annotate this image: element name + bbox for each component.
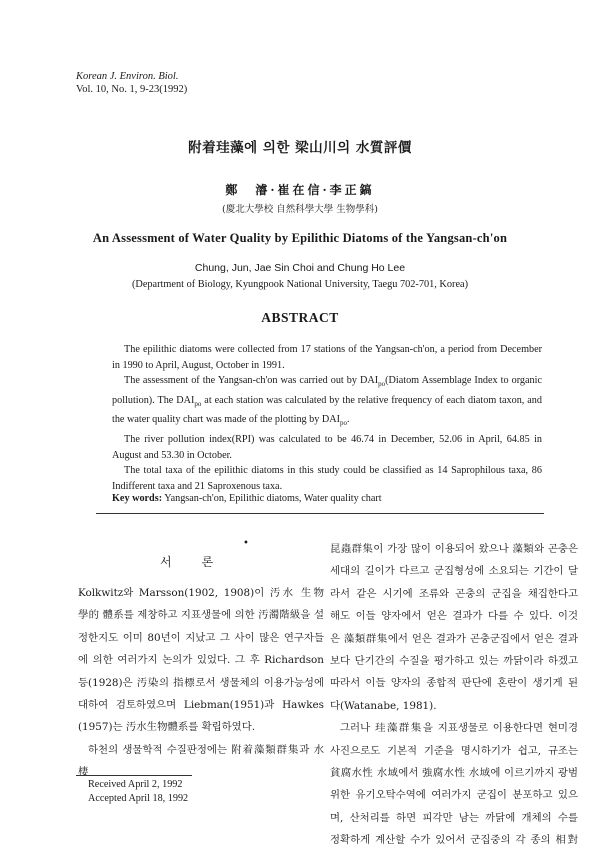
authors-korean: 鄭 濬·崔在信·李正鎬 — [225, 183, 375, 197]
text-line: 며, 산처리를 하면 피각만 남는 까닭에 개체의 수를 — [330, 811, 578, 824]
keywords-value: Yangsan-ch'on, Epilithic diatoms, Water quality chart — [164, 493, 382, 504]
journal-header — [76, 70, 187, 96]
text-line: 등(1928)은 汚染의 指標로서 생물체의 이용가능성에 — [78, 676, 324, 689]
section-heading-introduction: 서론 — [160, 555, 244, 569]
abstract-paragraph-1: The epilithic diatoms were collected from 17 stations of the Yangsan-ch'on, a period from December in 1990 to April, August, October in 1991. — [112, 344, 542, 371]
text-line: 다(Watanabe, 1981). — [330, 699, 437, 712]
text-line: Kolkwitz와 Marsson(1902, 1908)이 汚水 生物 — [78, 587, 324, 599]
abstract-paragraph-4: The total taxa of the epilithic diatoms in this study could be classified as 14 Saprophilous taxa, 86 Indifferent taxa and 21 Saproxenous taxa. — [112, 465, 542, 492]
title-english: An Assessment of Water Quality by Epilithic Diatoms of the Yangsan-ch'on — [92, 231, 508, 245]
affiliation-korean: (慶北大學校 自然科學大學 生物學科) — [222, 204, 378, 215]
text-line: 정확하게 계산할 수가 있어서 군집중의 각 종의 相對 — [330, 834, 578, 847]
affiliation-english: (Department of Biology, Kyungpook National University, Taegu 702-701, Korea) — [131, 279, 469, 290]
text-line: 그러나 珪藻群集을 지표생물로 이용한다면 현미경 — [340, 722, 578, 735]
received-date: Received April 2, 1992 — [88, 779, 183, 790]
abstract-paragraph-2: The assessment of the Yangsan-ch'on was carried out by $DAI_{po}(Diatom$ Assemblage Index to organic pollution). The $DAI_{po}$ at each station was calculated by the relative frequency of each diatom taxon, and the water quality chart was made of the plotting by $DAI_{po}$. — [112, 375, 542, 428]
received-dates — [88, 778, 188, 806]
accepted-date: Accepted April 18, 1992 — [88, 793, 189, 804]
text-line: 정한지도 이미 80년이 지났고 그 사이 많은 연구자들 — [78, 631, 324, 644]
abstract-body — [112, 342, 542, 494]
text-line: 해도 이들 양자에서 얻은 결과가 다를 수 있다. 이것 — [330, 610, 578, 623]
text-line: 貧腐水性 水域에서 強腐水性 水域에 이르기까지 광범 — [330, 767, 578, 780]
text-line: 하천의 생물학적 수질판정에는 附着藻類群集과 水棲 — [78, 743, 324, 779]
text-line: (1957)는 汚水生物體系를 확립하였다. — [78, 721, 256, 734]
text-line: 따라서 이들 양자의 종합적 판단에 혼란이 생기게 된 — [330, 677, 578, 690]
text-line: 대하여 검토하였으며 Liebman(1951)과 Hawkes — [78, 699, 324, 712]
text-line: 은 藻類群集에서 얻은 결과가 곤충군집에서 얻은 결과 — [330, 632, 578, 645]
keywords-label: Key words: — [112, 493, 163, 504]
text-line: 에 의한 여러가지 논의가 있었다. 그 후 Richardson — [78, 654, 324, 667]
abstract-heading: ABSTRACT — [261, 310, 339, 325]
text-line: 보다 단기간의 수질을 평가하고 있는 까닭이라 하겠고 — [330, 655, 578, 668]
abstract-paragraph-3: The river pollution index(RPI) was calculated to be 46.74 in December, 52.06 in April, 64.85 in August and 53.30 in October. — [112, 434, 542, 461]
text-line: 學的 體系를 제창하고 지표생물에 의한 汚濁階級을 설 — [78, 609, 324, 622]
keywords — [112, 493, 552, 504]
section-marker: • — [243, 538, 249, 549]
text-line: 위한 유기오탁수역에 여러가지 군집이 분포하고 있으 — [330, 789, 578, 802]
text-line: 昆蟲群集이 가장 많이 이용되어 왔으나 藻類와 곤충은 — [330, 543, 578, 555]
left-column — [78, 582, 324, 784]
abstract-divider — [96, 513, 544, 514]
text-line: 세대의 길이가 다르고 군집형성에 소요되는 기간이 달 — [330, 565, 578, 578]
text-line: 라서 같은 시기에 조류와 곤충의 군집을 채집한다고 — [330, 587, 578, 600]
right-column — [330, 538, 578, 852]
journal-name: Korean J. Environ. Biol. — [76, 71, 179, 82]
text-line: 사진으로도 기본적 기준을 명시하기가 쉽고, 규조는 — [330, 744, 578, 757]
authors-english: Chung, Jun, Jae Sin Choi and Chung Ho Lee — [194, 262, 406, 274]
footnote-rule — [76, 775, 192, 776]
title-korean: 附着珪藻에 의한 梁山川의 水質評價 — [188, 140, 412, 156]
journal-volume: Vol. 10, No. 1, 9-23(1992) — [76, 84, 188, 95]
